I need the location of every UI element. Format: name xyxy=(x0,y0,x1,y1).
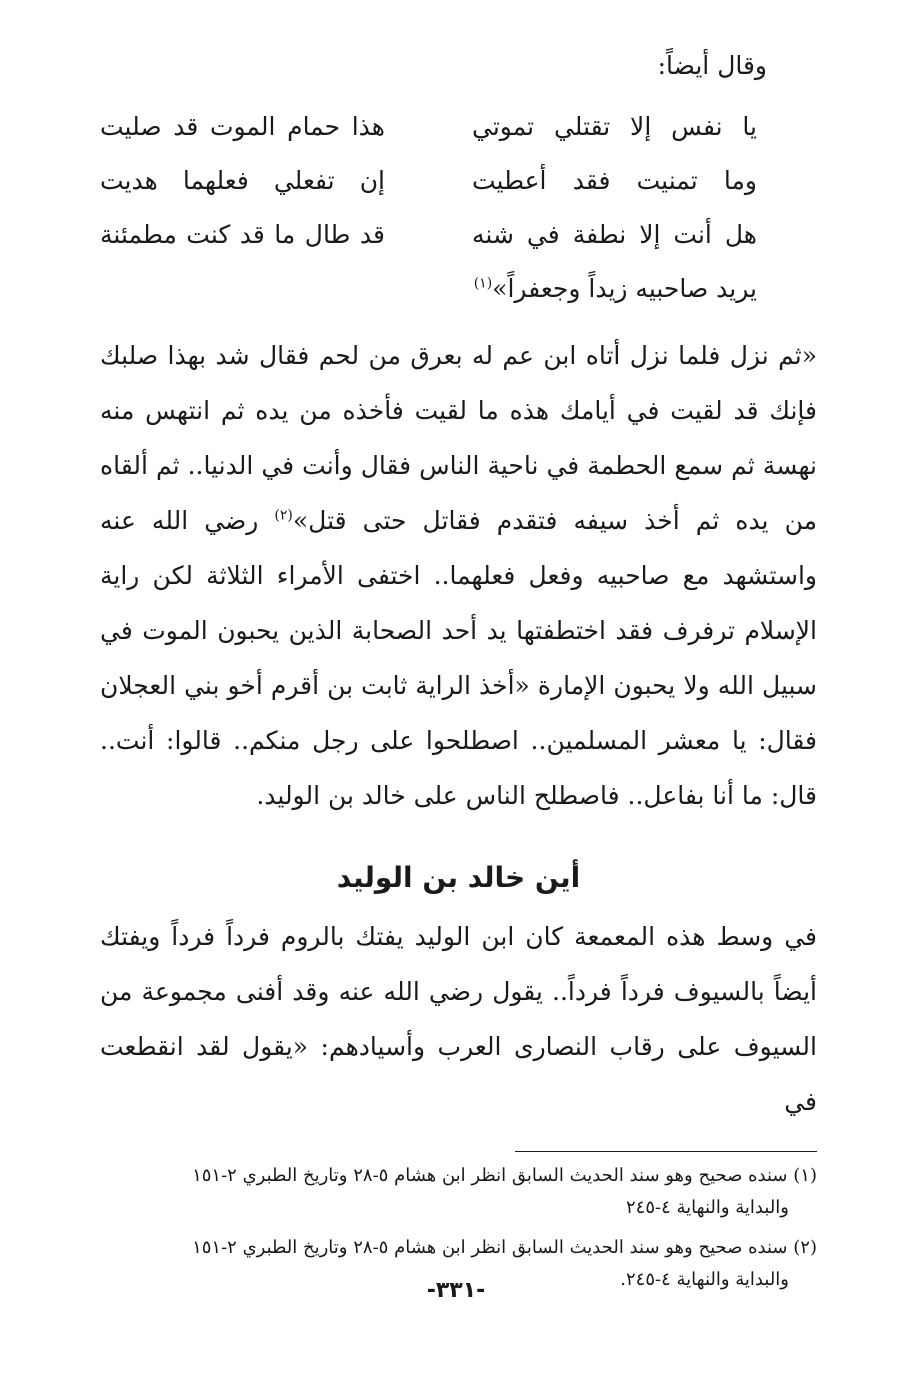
section-body xyxy=(100,909,817,1129)
poem-tail-line xyxy=(100,262,757,316)
main-paragraph xyxy=(100,328,817,823)
footnote-number: (١) xyxy=(793,1165,817,1186)
verse-second-hemistich: قد طال ما قد كنت مطمئنة xyxy=(100,220,385,249)
verse-first-hemistich: هل أنت إلا نطفة في شنه xyxy=(472,220,757,249)
footnote-text-continued: والبداية والنهاية ٤-٢٤٥ xyxy=(626,1197,789,1218)
page-number: -٣٣١- xyxy=(426,1278,486,1303)
footnote-ref-1: (١) xyxy=(473,275,493,292)
footnote-number: (٢) xyxy=(793,1237,817,1258)
footnote-text-continued: والبداية والنهاية ٤-٢٤٥. xyxy=(620,1269,789,1290)
section-heading: أين خالد بن الوليد xyxy=(336,861,581,894)
paragraph-text-continued: رضي الله عنه واستشهد مع صاحبيه وفعل فعلهما.. اختفى الأمراء الثلاثة لكن راية الإسلام ترفرف فقد اختطفتها يد أحد الصحابة الذين يحبون الموت في سبيل الله ولا يحبون الإمارة «أخذ الراية ثابت بن أقرم أخو بني العجلان فقال: يا معشر المسلمين.. اصطلحوا على رجل منكم.. قالوا: أنت.. قال: ما أنا بفاعل.. فاصطلح الناس على خالد بن الوليد. xyxy=(100,506,817,810)
paragraph-text: «ثم نزل فلما نزل أتاه ابن عم له بعرق من لحم فقال شد بهذا صلبك فإنك قد لقيت في أيامك هذه ما لقيت فأخذه من يده ثم انتهس منه نهسة ثم سمع الحطمة في ناحية الناس فقال وأنت في الدنيا.. ثم ألقاه من يده ثم أخذ سيفه فتقدم فقاتل حتى قتل» xyxy=(100,341,817,535)
book-page xyxy=(100,40,817,1395)
verse-second-hemistich: إن تفعلي فعلهما هديت xyxy=(100,166,385,195)
verse-first-hemistich: وما تمنيت فقد أعطيت xyxy=(472,166,757,195)
footnote-text: سنده صحيح وهو سند الحديث السابق انظر ابن هشام ٥-٢٨ وتاريخ الطبري ٢-١٥١ xyxy=(192,1165,788,1186)
footnote-ref-2: (٢) xyxy=(274,507,293,524)
poem xyxy=(100,100,817,316)
verse-second-hemistich: هذا حمام الموت قد صليت xyxy=(100,112,385,141)
poem-verse xyxy=(100,154,817,208)
verse-first-hemistich: يا نفس إلا تقتلي تموتي xyxy=(472,112,757,141)
poem-verse xyxy=(100,208,817,262)
section-paragraph: في وسط هذه المعمعة كان ابن الوليد يفتك بالروم فرداً فرداً ويفتك أيضاً بالسيوف فرداً فرداً.. يقول رضي الله عنه وقد أفنى مجموعة من السيوف على رقاب النصارى العرب وأسيادهم: «يقول لقد انقطعت في xyxy=(100,922,817,1116)
intro-line: وقال أيضاً: xyxy=(657,51,767,80)
footnote-divider xyxy=(515,1151,817,1152)
footnotes xyxy=(100,1160,817,1296)
footnote-text: سنده صحيح وهو سند الحديث السابق انظر ابن هشام ٥-٢٨ وتاريخ الطبري ٢-١٥١ xyxy=(192,1237,788,1258)
poem-verse xyxy=(100,100,817,154)
poem-tail-text: يريد صاحبيه زيداً وجعفراً» xyxy=(492,274,757,303)
footnote xyxy=(100,1160,817,1224)
